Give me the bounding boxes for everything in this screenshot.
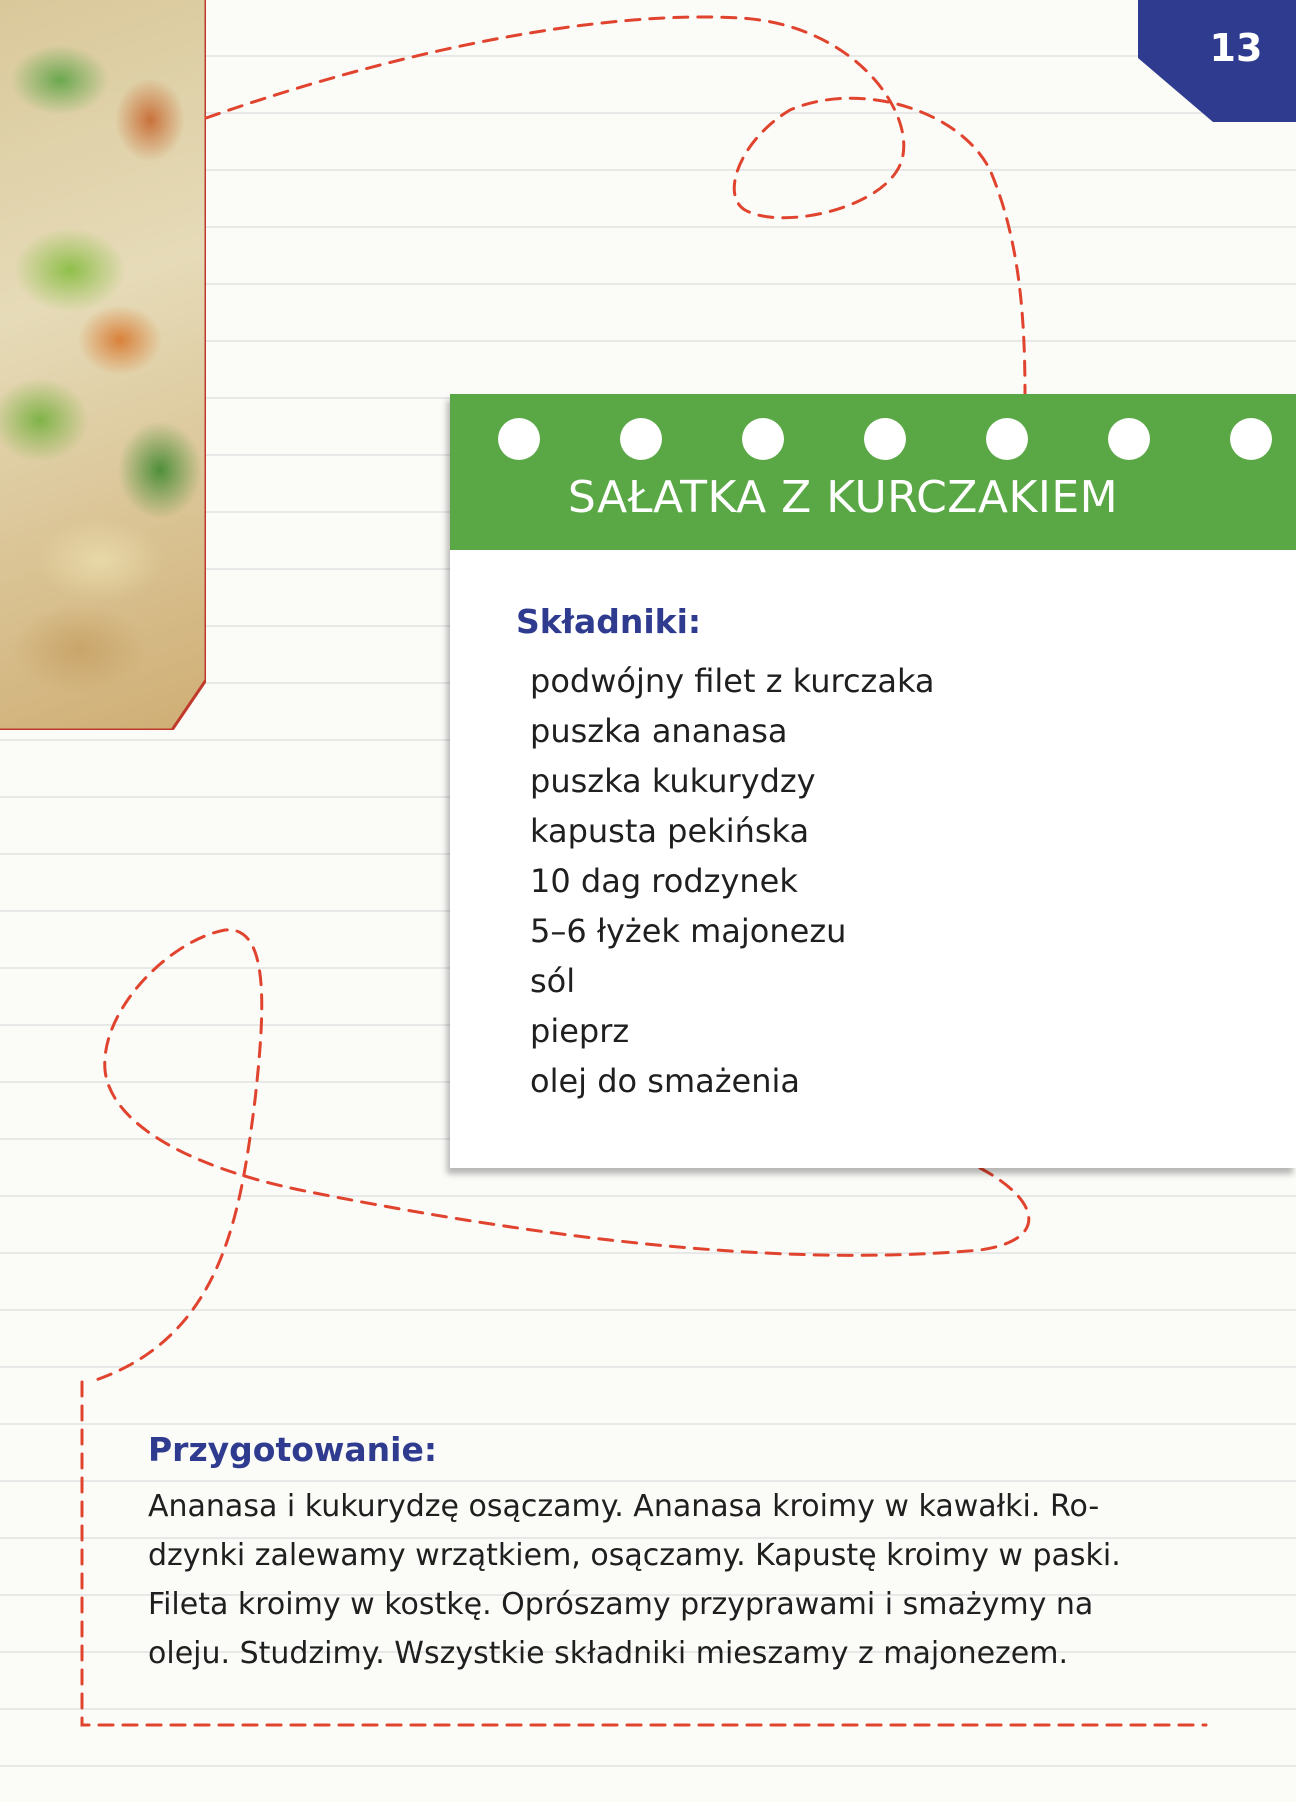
ingredient-item: sól xyxy=(530,962,576,1000)
ingredient-item: 10 dag rodzynek xyxy=(530,862,798,900)
preparation-text xyxy=(148,1482,1228,1678)
binder-hole xyxy=(498,418,540,460)
preparation-line: Fileta kroimy w kostkę. Oprószamy przyprawami i smażymy na xyxy=(148,1587,1094,1622)
page-number: 13 xyxy=(1209,26,1263,70)
ingredient-item: 5–6 łyżek majonezu xyxy=(530,912,847,950)
binder-hole xyxy=(742,418,784,460)
preparation-heading: Przygotowanie: xyxy=(148,1430,438,1469)
ingredient-item: podwójny filet z kurczaka xyxy=(530,662,935,700)
food-photo xyxy=(0,0,206,730)
recipe-card xyxy=(450,394,1296,1168)
binder-hole xyxy=(986,418,1028,460)
binder-hole xyxy=(864,418,906,460)
ingredient-item: kapusta pekińska xyxy=(530,812,810,850)
preparation-line: Ananasa i kukurydzę osączamy. Ananasa kroimy w kawałki. Ro- xyxy=(148,1489,1100,1524)
ingredient-item: pieprz xyxy=(530,1012,630,1050)
binder-hole xyxy=(1108,418,1150,460)
recipe-title: SAŁATKA Z KURCZAKIEM xyxy=(567,472,1119,523)
binder-hole xyxy=(1230,418,1272,460)
recipe-card-header xyxy=(450,394,1296,550)
ingredient-item: olej do smażenia xyxy=(530,1062,800,1100)
preparation-line: dzynki zalewamy wrzątkiem, osączamy. Kapustę kroimy w paski. xyxy=(148,1538,1121,1573)
ingredient-item: puszka kukurydzy xyxy=(530,762,816,800)
ingredients-heading: Składniki: xyxy=(516,602,702,641)
binder-hole xyxy=(620,418,662,460)
preparation-line: oleju. Studzimy. Wszystkie składniki mieszamy z majonezem. xyxy=(148,1636,1069,1671)
ingredient-item: puszka ananasa xyxy=(530,712,788,750)
ingredients-list xyxy=(530,656,935,1106)
